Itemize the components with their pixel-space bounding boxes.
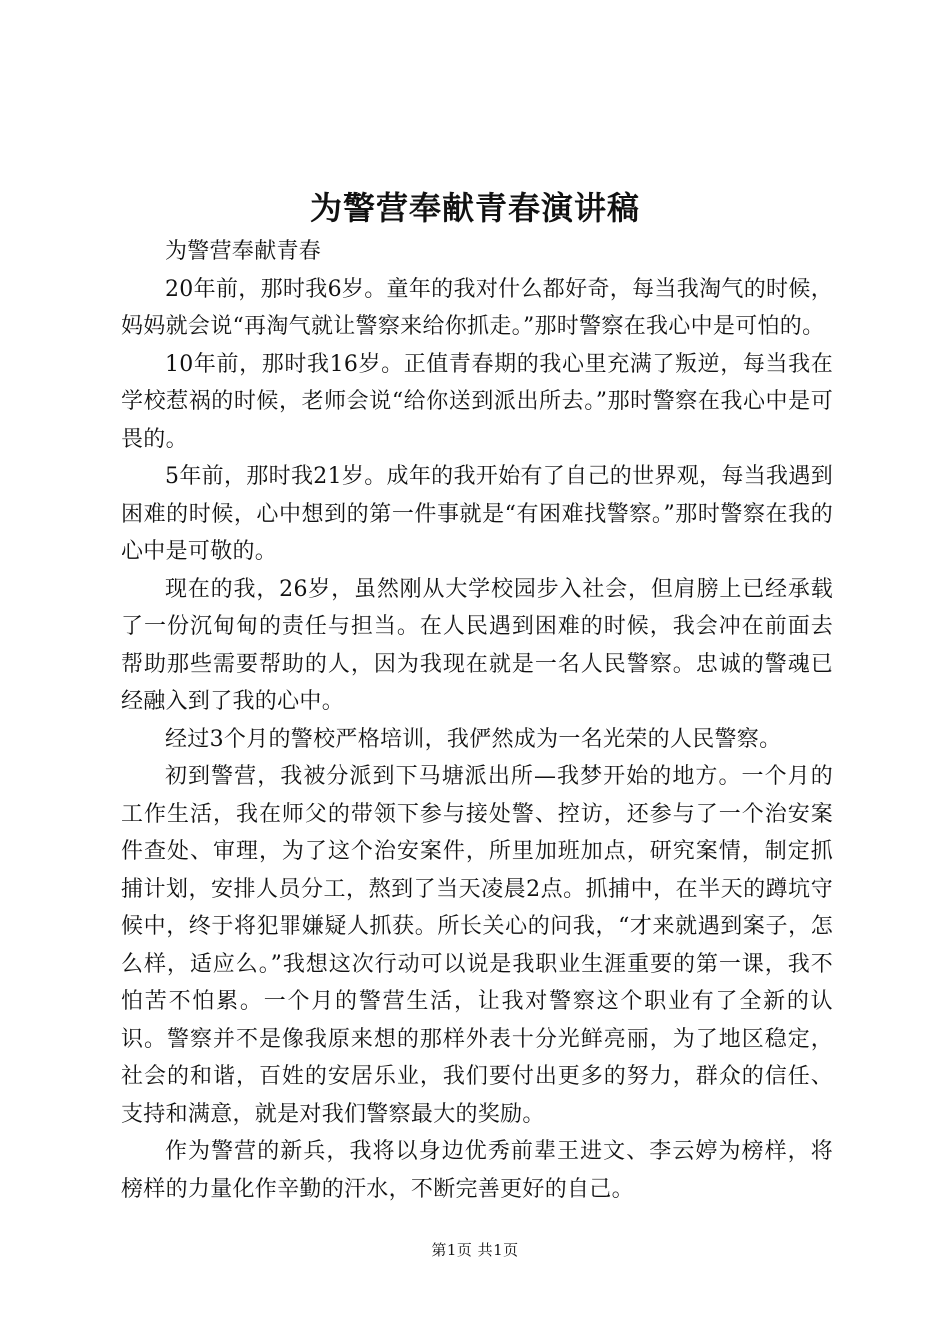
paragraph-6: 初到警营，我被分派到下马塘派出所—我梦开始的地方。一个月的工作生活，我在师父的带领下参与接处警、控访，还参与了一个治安案件查处、审理，为了这个治安案件，所里加班加点，研究案情，制定抓捕计划，安排人员分工，熬到了当天凌晨2点。抓捕中，在半天的蹲坑守候中，终于将犯罪嫌疑人抓获。所长关心的问我，“才来就遇到案子，怎么样，适应么。”我想这次行动可以说是我职业生涯重要的第一课，我不怕苦不怕累。一个月的警营生活，让我对警察这个职业有了全新的认识。警察并不是像我原来想的那样外表十分光鲜亮丽，为了地区稳定，社会的和谐，百姓的安居乐业，我们要付出更多的努力，群众的信任、支持和满意，就是对我们警察最大的奖励。 [121, 764, 833, 1127]
page-number-footer: 第1页 共1页 [431, 1241, 519, 1259]
paragraph-2: 10年前，那时我16岁。正值青春期的我心里充满了叛逆，每当我在学校惹祸的时候，老师会说“给你送到派出所去。”那时警察在我心中是可畏的。 [121, 351, 833, 452]
paragraph-5: 经过3个月的警校严格培训，我俨然成为一名光荣的人民警察。 [165, 726, 782, 752]
paragraph-7: 作为警营的新兵，我将以身边优秀前辈王进文、李云婷为榜样，将榜样的力量化作辛勤的汗水，不断完善更好的自己。 [121, 1139, 833, 1202]
paragraph-3: 5年前，那时我21岁。成年的我开始有了自己的世界观，每当我遇到困难的时候，心中想到的第一件事就是“有困难找警察。”那时警察在我的心中是可敬的。 [121, 464, 833, 564]
paragraph-4: 现在的我，26岁，虽然刚从大学校园步入社会，但肩膀上已经承载了一份沉甸甸的责任与担当。在人民遇到困难的时候，我会冲在前面去帮助那些需要帮助的人，因为我现在就是一名人民警察。忠诚的警魂已经融入到了我的心中。 [121, 576, 833, 714]
paragraph-1: 20年前，那时我6岁。童年的我对什么都好奇，每当我淘气的时候，妈妈就会说“再淘气就让警察来给你抓走。”那时警察在我心中是可怕的。 [121, 276, 833, 339]
document-body [121, 233, 833, 1208]
paragraph-subtitle: 为警营奉献青春 [165, 239, 322, 264]
document-title: 为警营奉献青春演讲稿 [309, 189, 640, 227]
